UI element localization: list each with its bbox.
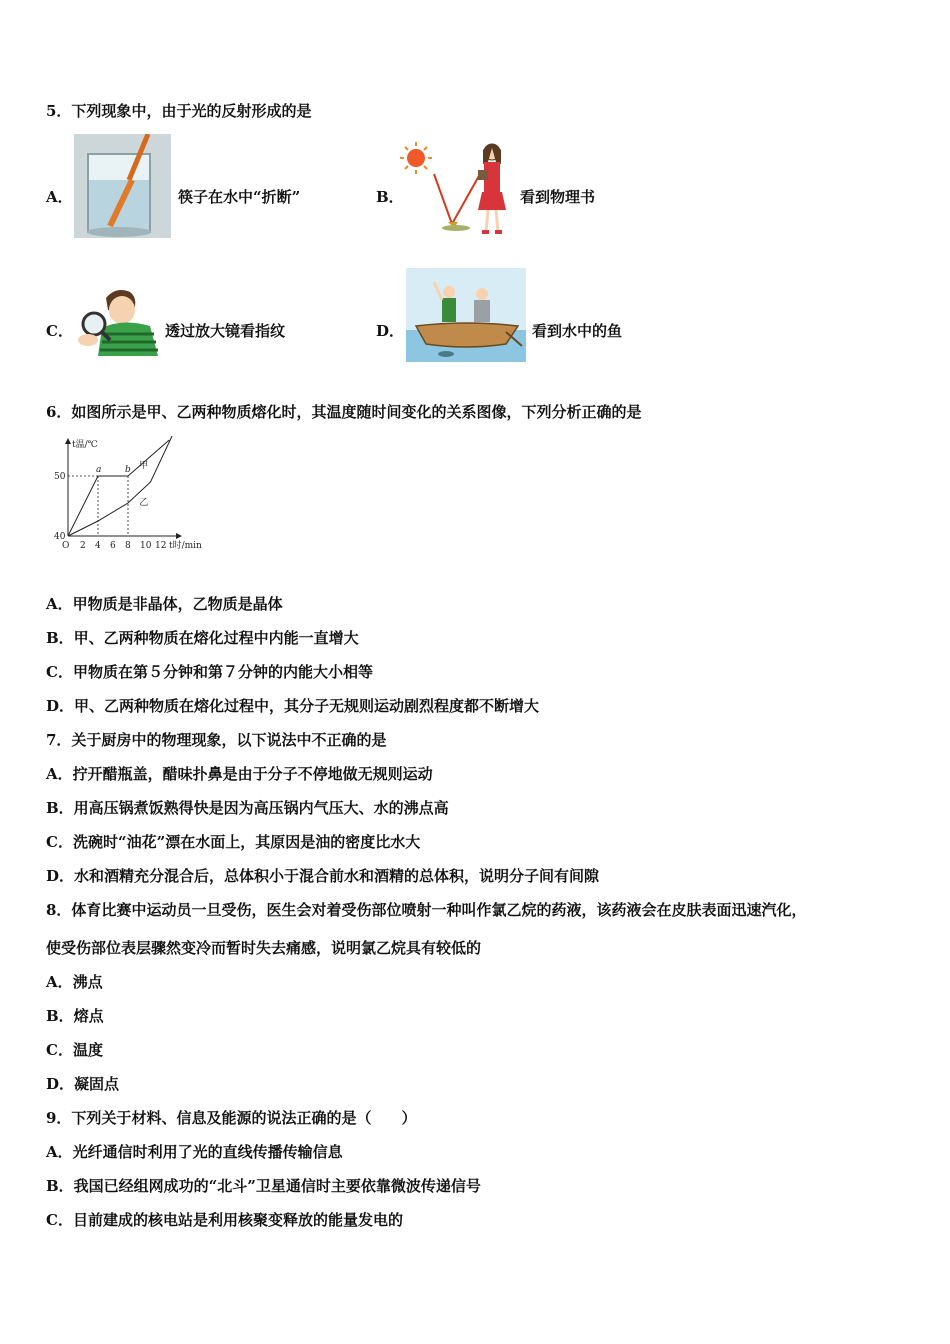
point-label-a: a (96, 465, 102, 475)
y-tick-40: 40 (54, 532, 66, 542)
q9-stem: 9．下列关于材料、信息及能源的说法正确的是（ ） (46, 1109, 417, 1127)
chopstick-in-water-image (74, 134, 171, 238)
q5-option-c-letter: C． (46, 322, 73, 340)
q8-option-a: A．沸点 (46, 973, 103, 991)
x-axis-arrow (176, 533, 182, 539)
q5-option-b-text: 看到物理书 (520, 188, 596, 206)
series-line-jia (68, 440, 169, 536)
x-tick-8: 8 (125, 541, 131, 551)
y-tick-50: 50 (54, 472, 66, 482)
y-axis-label: t温/℃ (72, 440, 98, 450)
q7-option-a: A．拧开醋瓶盖，醋味扑鼻是由于分子不停地做无规则运动 (46, 765, 433, 783)
q7-stem: 7．关于厨房中的物理现象，以下说法中不正确的是 (46, 731, 387, 749)
melting-chart-svg (46, 436, 216, 556)
q6-option-b: B．甲、乙两种物质在熔化过程中内能一直增大 (46, 629, 359, 647)
series-label-jia: 甲 (139, 461, 149, 471)
x-axis-label: t时/min (169, 541, 202, 551)
q6-option-a: A．甲物质是非晶体，乙物质是晶体 (46, 595, 283, 613)
q6-option-d: D．甲、乙两种物质在熔化过程中，其分子无规则运动剧烈程度都不断增大 (46, 697, 540, 715)
q9-option-a: A．光纤通信时利用了光的直线传播传输信息 (46, 1143, 343, 1161)
x-tick-6: 6 (110, 541, 116, 551)
q6-option-c: C．甲物质在第５分钟和第７分钟的内能大小相等 (46, 663, 373, 681)
y-axis-arrow (65, 438, 71, 444)
q9-option-c: C．目前建成的核电站是利用核聚变释放的能量发电的 (46, 1211, 403, 1229)
q5-option-a-text: 筷子在水中“折断” (178, 188, 301, 206)
q7-option-b: B．用高压锅煮饭熟得快是因为高压锅内气压大、水的沸点高 (46, 799, 449, 817)
x-tick-O: O (62, 541, 70, 551)
q5-option-c-text: 透过放大镜看指纹 (165, 322, 286, 340)
q8-stem-line1: 8．体育比赛中运动员一旦受伤，医生会对着受伤部位喷射一种叫作氯乙烷的药液，该药液会在皮肤表面迅速汽化， (46, 901, 807, 919)
melting-chart (46, 436, 216, 556)
q8-option-b: B．熔点 (46, 1007, 104, 1025)
q7-option-d: D．水和酒精充分混合后，总体积小于混合前水和酒精的总体积，说明分子间有间隙 (46, 867, 600, 885)
q5-option-d-text: 看到水中的鱼 (532, 322, 623, 340)
q8-option-d: D．凝固点 (46, 1075, 120, 1093)
q5-option-a-letter: A． (46, 188, 73, 206)
q9-option-b: B．我国已经组网成功的“北斗”卫星通信时主要依靠微波传递信号 (46, 1177, 481, 1195)
x-tick-12: 12 (155, 541, 167, 551)
q8-option-c: C．温度 (46, 1041, 103, 1059)
q8-stem-line2: 使受伤部位表层骤然变冷而暂时失去痛感，说明氯乙烷具有较低的 (46, 939, 482, 957)
point-label-b: b (125, 465, 131, 475)
boy-magnifier-image (72, 284, 160, 356)
x-tick-10: 10 (140, 541, 152, 551)
boat-fishing-image (406, 268, 526, 362)
q5-option-d-letter: D． (376, 322, 405, 340)
q6-stem: 6．如图所示是甲、乙两种物质熔化时，其温度随时间变化的关系图像，下列分析正确的是 (46, 403, 642, 421)
x-tick-2: 2 (80, 541, 86, 551)
q5-stem: 5．下列现象中，由于光的反射形成的是 (46, 102, 312, 120)
x-tick-4: 4 (95, 541, 101, 551)
series-label-yi: 乙 (139, 498, 149, 508)
q7-option-c: C．洗碗时“油花”漂在水面上，其原因是油的密度比水大 (46, 833, 421, 851)
q5-option-b-letter: B． (376, 188, 404, 206)
girl-reading-book-image (400, 134, 518, 238)
